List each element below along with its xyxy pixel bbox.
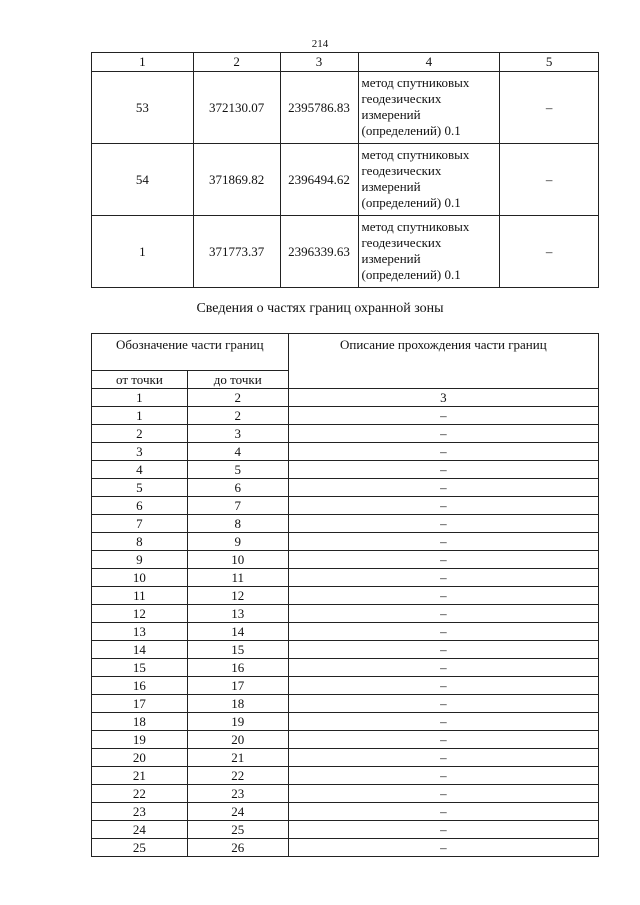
table-row bbox=[92, 407, 599, 425]
table-row bbox=[92, 677, 599, 695]
method-line: измерений bbox=[361, 107, 421, 122]
method-line: измерений bbox=[361, 179, 421, 194]
column-number-row bbox=[92, 389, 599, 407]
to-point-cell: 15 bbox=[187, 641, 288, 659]
description-cell: – bbox=[288, 821, 598, 839]
to-point-cell: 4 bbox=[187, 443, 288, 461]
column-number-3: 3 bbox=[288, 389, 598, 407]
to-point-cell: 6 bbox=[187, 479, 288, 497]
table-row bbox=[92, 551, 599, 569]
coordinate-x: 371869.82 bbox=[193, 144, 280, 216]
to-point-cell: 10 bbox=[187, 551, 288, 569]
coordinates-header-row bbox=[92, 53, 599, 72]
table-row bbox=[92, 425, 599, 443]
from-point-cell: 13 bbox=[92, 623, 188, 641]
from-point-cell: 25 bbox=[92, 839, 188, 857]
to-point-cell: 3 bbox=[187, 425, 288, 443]
description-cell: – bbox=[288, 407, 598, 425]
to-point-cell: 24 bbox=[187, 803, 288, 821]
to-point-cell: 18 bbox=[187, 695, 288, 713]
from-point-cell: 3 bbox=[92, 443, 188, 461]
note-cell: – bbox=[500, 72, 599, 144]
description-cell: – bbox=[288, 767, 598, 785]
column-number-5: 5 bbox=[500, 53, 599, 72]
from-point-cell: 2 bbox=[92, 425, 188, 443]
table-row bbox=[92, 533, 599, 551]
description-cell: – bbox=[288, 785, 598, 803]
to-point-cell: 16 bbox=[187, 659, 288, 677]
description-cell: – bbox=[288, 803, 598, 821]
from-point-cell: 11 bbox=[92, 587, 188, 605]
from-point-cell: 5 bbox=[92, 479, 188, 497]
to-point-cell: 9 bbox=[187, 533, 288, 551]
description-cell: – bbox=[288, 677, 598, 695]
method-description bbox=[358, 216, 500, 288]
coordinate-y: 2396494.62 bbox=[280, 144, 358, 216]
table-row bbox=[92, 641, 599, 659]
table-row bbox=[92, 731, 599, 749]
description-header: Описание прохождения части границ bbox=[288, 334, 598, 389]
table-row bbox=[92, 216, 599, 288]
table-row bbox=[92, 605, 599, 623]
page-number: 214 bbox=[311, 38, 329, 50]
from-point-header: от точки bbox=[92, 371, 188, 389]
description-cell: – bbox=[288, 515, 598, 533]
from-point-cell: 8 bbox=[92, 533, 188, 551]
method-description bbox=[358, 144, 500, 216]
table-row bbox=[92, 749, 599, 767]
point-id: 54 bbox=[92, 144, 194, 216]
description-cell: – bbox=[288, 731, 598, 749]
note-cell: – bbox=[500, 144, 599, 216]
table-row bbox=[92, 659, 599, 677]
section-title: Сведения о частях границ охранной зоны bbox=[196, 301, 444, 316]
method-line: геодезических bbox=[361, 163, 442, 178]
table-row bbox=[92, 497, 599, 515]
description-cell: – bbox=[288, 659, 598, 677]
description-cell: – bbox=[288, 425, 598, 443]
coordinates-table bbox=[91, 52, 599, 288]
description-cell: – bbox=[288, 713, 598, 731]
point-id: 53 bbox=[92, 72, 194, 144]
to-point-cell: 21 bbox=[187, 749, 288, 767]
method-description bbox=[358, 72, 500, 144]
from-point-cell: 4 bbox=[92, 461, 188, 479]
table-row bbox=[92, 72, 599, 144]
description-cell: – bbox=[288, 479, 598, 497]
from-point-cell: 21 bbox=[92, 767, 188, 785]
from-point-cell: 23 bbox=[92, 803, 188, 821]
description-cell: – bbox=[288, 587, 598, 605]
table-row bbox=[92, 587, 599, 605]
boundary-parts-table bbox=[91, 333, 599, 857]
to-point-header: до точки bbox=[187, 371, 288, 389]
coordinate-y: 2395786.83 bbox=[280, 72, 358, 144]
table-row bbox=[92, 623, 599, 641]
from-point-cell: 15 bbox=[92, 659, 188, 677]
description-cell: – bbox=[288, 551, 598, 569]
table-row bbox=[92, 785, 599, 803]
to-point-cell: 2 bbox=[187, 407, 288, 425]
description-cell: – bbox=[288, 533, 598, 551]
to-point-cell: 20 bbox=[187, 731, 288, 749]
from-point-cell: 6 bbox=[92, 497, 188, 515]
to-point-cell: 14 bbox=[187, 623, 288, 641]
note-cell: – bbox=[500, 216, 599, 288]
from-point-cell: 9 bbox=[92, 551, 188, 569]
method-line: геодезических bbox=[361, 235, 442, 250]
description-cell: – bbox=[288, 749, 598, 767]
table-row bbox=[92, 803, 599, 821]
method-line: геодезических bbox=[361, 91, 442, 106]
description-cell: – bbox=[288, 605, 598, 623]
method-line: метод спутниковых bbox=[361, 75, 470, 90]
table-row bbox=[92, 479, 599, 497]
column-number-2: 2 bbox=[193, 53, 280, 72]
to-point-cell: 13 bbox=[187, 605, 288, 623]
to-point-cell: 12 bbox=[187, 587, 288, 605]
from-point-cell: 20 bbox=[92, 749, 188, 767]
from-point-cell: 22 bbox=[92, 785, 188, 803]
from-point-cell: 14 bbox=[92, 641, 188, 659]
to-point-cell: 11 bbox=[187, 569, 288, 587]
column-number-4: 4 bbox=[358, 53, 500, 72]
from-point-cell: 17 bbox=[92, 695, 188, 713]
coordinate-x: 372130.07 bbox=[193, 72, 280, 144]
method-line: метод спутниковых bbox=[361, 147, 470, 162]
description-cell: – bbox=[288, 839, 598, 857]
table-row bbox=[92, 515, 599, 533]
table-row bbox=[92, 767, 599, 785]
method-line: метод спутниковых bbox=[361, 219, 470, 234]
to-point-cell: 8 bbox=[187, 515, 288, 533]
from-point-cell: 18 bbox=[92, 713, 188, 731]
column-number-1: 1 bbox=[92, 53, 194, 72]
description-cell: – bbox=[288, 443, 598, 461]
column-number-2: 2 bbox=[187, 389, 288, 407]
table-row bbox=[92, 713, 599, 731]
designation-header: Обозначение части границ bbox=[92, 334, 289, 371]
parts-header-row bbox=[92, 334, 599, 371]
coordinate-y: 2396339.63 bbox=[280, 216, 358, 288]
from-point-cell: 16 bbox=[92, 677, 188, 695]
description-cell: – bbox=[288, 623, 598, 641]
to-point-cell: 23 bbox=[187, 785, 288, 803]
table-row bbox=[92, 839, 599, 857]
description-cell: – bbox=[288, 641, 598, 659]
to-point-cell: 19 bbox=[187, 713, 288, 731]
table-row bbox=[92, 144, 599, 216]
description-cell: – bbox=[288, 497, 598, 515]
from-point-cell: 1 bbox=[92, 407, 188, 425]
method-line: (определений) 0.1 bbox=[361, 123, 461, 138]
to-point-cell: 5 bbox=[187, 461, 288, 479]
table-row bbox=[92, 569, 599, 587]
method-line: измерений bbox=[361, 251, 421, 266]
table-row bbox=[92, 461, 599, 479]
from-point-cell: 7 bbox=[92, 515, 188, 533]
from-point-cell: 12 bbox=[92, 605, 188, 623]
to-point-cell: 7 bbox=[187, 497, 288, 515]
table-row bbox=[92, 695, 599, 713]
description-cell: – bbox=[288, 569, 598, 587]
to-point-cell: 17 bbox=[187, 677, 288, 695]
method-line: (определений) 0.1 bbox=[361, 267, 461, 282]
from-point-cell: 10 bbox=[92, 569, 188, 587]
description-cell: – bbox=[288, 461, 598, 479]
description-cell: – bbox=[288, 695, 598, 713]
column-number-3: 3 bbox=[280, 53, 358, 72]
from-point-cell: 24 bbox=[92, 821, 188, 839]
to-point-cell: 25 bbox=[187, 821, 288, 839]
to-point-cell: 26 bbox=[187, 839, 288, 857]
point-id: 1 bbox=[92, 216, 194, 288]
column-number-1: 1 bbox=[92, 389, 188, 407]
method-line: (определений) 0.1 bbox=[361, 195, 461, 210]
from-point-cell: 19 bbox=[92, 731, 188, 749]
table-row bbox=[92, 443, 599, 461]
to-point-cell: 22 bbox=[187, 767, 288, 785]
table-row bbox=[92, 821, 599, 839]
coordinate-x: 371773.37 bbox=[193, 216, 280, 288]
